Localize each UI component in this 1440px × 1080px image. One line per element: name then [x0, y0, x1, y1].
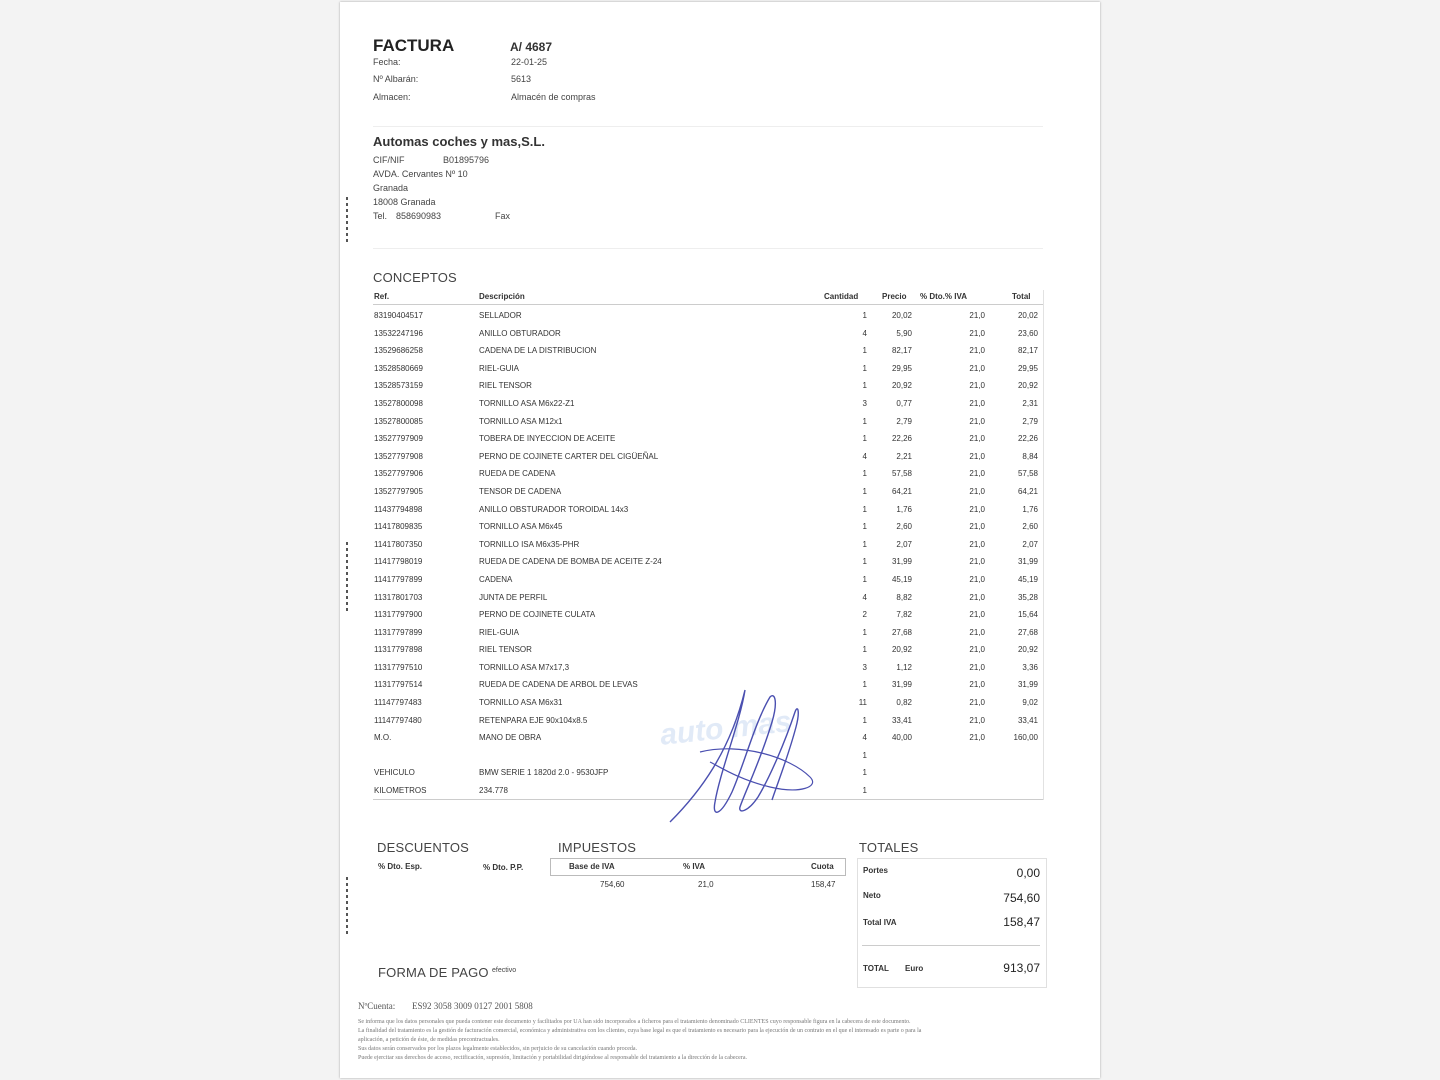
- row-total: 2,31: [1022, 398, 1038, 408]
- row-total: 27,68: [1017, 627, 1038, 637]
- row-description: RIEL TENSOR: [479, 381, 532, 391]
- grand-total-label: TOTAL: [863, 964, 889, 973]
- row-ref: 11317801703: [374, 592, 423, 602]
- row-vat: 21,0: [969, 398, 985, 408]
- table-row: [340, 450, 1100, 468]
- row-quantity: 1: [862, 363, 867, 373]
- row-ref: 11147797483: [374, 698, 422, 708]
- row-ref: 11317797898: [374, 645, 423, 655]
- row-quantity: 1: [862, 768, 867, 778]
- row-quantity: 1: [862, 627, 867, 637]
- row-description: TENSOR DE CADENA: [479, 486, 562, 496]
- row-quantity: 4: [862, 592, 867, 602]
- tel-value: 858690983: [396, 211, 442, 221]
- row-description: ANILLO OBSTURADOR TOROIDAL 14x3: [479, 504, 629, 514]
- row-quantity: 1: [862, 311, 867, 320]
- row-vat: 21,0: [969, 434, 985, 444]
- row-description: TORNILLO ASA M6x45: [479, 522, 563, 532]
- vat-pct-value: 21,0: [698, 880, 714, 889]
- row-vat: 21,0: [969, 733, 985, 743]
- row-quantity: 3: [862, 398, 867, 408]
- row-vat: 21,0: [969, 592, 985, 602]
- row-ref: 13527800085: [374, 416, 423, 426]
- row-quantity: 1: [862, 486, 867, 496]
- row-description: JUNTA DE PERFIL: [479, 592, 548, 602]
- table-row: [340, 591, 1100, 609]
- row-vat: 21,0: [969, 346, 985, 356]
- client-postal: 18008 Granada: [373, 197, 436, 207]
- warehouse-label: Almacen:: [373, 92, 411, 102]
- row-price: 20,02: [891, 311, 912, 320]
- row-quantity: 1: [862, 434, 867, 444]
- discounts-title: DESCUENTOS: [377, 840, 470, 855]
- row-ref: 13528580669: [374, 363, 423, 373]
- row-total: 82,17: [1017, 346, 1038, 356]
- row-vat: 21,0: [969, 381, 985, 391]
- table-row: [340, 643, 1100, 661]
- row-ref: 13527797905: [374, 486, 423, 496]
- row-ref: 11317797510: [374, 662, 423, 672]
- row-ref: 13529686258: [374, 346, 423, 356]
- row-vat: 21,0: [969, 698, 985, 708]
- row-price: 64,21: [891, 486, 912, 496]
- row-quantity: 1: [862, 645, 867, 655]
- table-row: [340, 362, 1100, 380]
- row-description: RUEDA DE CADENA DE BOMBA DE ACEITE Z-24: [479, 557, 662, 567]
- row-vat: 21,0: [969, 522, 985, 532]
- fax-label: Fax: [495, 211, 511, 221]
- row-ref: 83190404517: [374, 311, 423, 320]
- row-quantity: 1: [862, 557, 867, 567]
- row-quantity: 1: [862, 750, 867, 760]
- scan-marks: [346, 542, 349, 614]
- col-price: Precio: [882, 292, 907, 301]
- legal-line: aplicación, a petición de éste, de medidas precontractuales.: [358, 1037, 500, 1043]
- legal-notice: [358, 1018, 1078, 1063]
- shipping-label: Portes: [863, 866, 888, 875]
- row-vat: 21,0: [969, 416, 985, 426]
- cif-value: B01895796: [443, 155, 490, 165]
- row-price: 82,17: [891, 346, 912, 356]
- table-row: [340, 327, 1100, 345]
- row-price: 57,58: [891, 469, 912, 479]
- row-description: ANILLO OBTURADOR: [479, 328, 561, 338]
- row-vat: 21,0: [969, 469, 985, 479]
- row-total: 29,95: [1017, 363, 1038, 373]
- row-price: 27,68: [891, 627, 912, 637]
- invoice-number: A/ 4687: [510, 40, 553, 54]
- row-total: 1,76: [1022, 504, 1038, 514]
- row-price: 0,82: [896, 698, 912, 708]
- row-quantity: 3: [862, 662, 867, 672]
- row-price: 0,77: [896, 398, 912, 408]
- row-price: 45,19: [891, 574, 912, 584]
- row-description: RETENPARA EJE 90x104x8.5: [479, 715, 588, 725]
- row-price: 7,82: [896, 610, 912, 620]
- row-quantity: 1: [862, 381, 867, 391]
- row-price: 2,79: [896, 416, 912, 426]
- row-ref: 11437794898: [374, 504, 423, 514]
- special-discount-label: % Dto. Esp.: [378, 862, 423, 871]
- row-price: 22,26: [891, 434, 912, 444]
- table-row: [340, 415, 1100, 433]
- net-label: Neto: [863, 891, 881, 900]
- row-quantity: 1: [862, 416, 867, 426]
- delivery-note-value: 5613: [511, 74, 532, 84]
- row-description: SELLADOR: [479, 311, 522, 320]
- tel-label: Tel.: [373, 211, 388, 221]
- account-label: NºCuenta:: [358, 1001, 396, 1011]
- concepts-title: CONCEPTOS: [373, 270, 457, 285]
- table-row: [340, 538, 1100, 556]
- row-total: 20,02: [1017, 311, 1038, 320]
- row-total: 57,58: [1017, 469, 1038, 479]
- vat-base-value: 754,60: [600, 880, 625, 889]
- col-total: Total: [1012, 292, 1031, 301]
- client-name: Automas coches y mas,S.L.: [373, 134, 545, 149]
- row-ref: 13528573159: [374, 381, 423, 391]
- date-label: Fecha:: [373, 57, 401, 67]
- row-description: RIEL-GUIA: [479, 627, 520, 637]
- row-price: 8,82: [896, 592, 912, 602]
- row-description: RUEDA DE CADENA: [479, 469, 556, 479]
- totals-title: TOTALES: [859, 840, 919, 855]
- row-ref: 11147797480: [374, 715, 422, 725]
- row-quantity: 1: [862, 539, 867, 549]
- row-ref: 11317797900: [374, 610, 423, 620]
- row-description: PERNO DE COJINETE CULATA: [479, 610, 596, 620]
- total-vat-label: Total IVA: [863, 918, 897, 927]
- row-total: 31,99: [1017, 680, 1038, 690]
- row-price: 31,99: [891, 557, 912, 567]
- row-total: 64,21: [1017, 486, 1038, 496]
- signature: [660, 682, 840, 832]
- col-discount-vat: % Dto.% IVA: [920, 292, 967, 301]
- row-total: 33,41: [1017, 715, 1038, 725]
- table-header-line: [373, 304, 1043, 305]
- row-price: 2,60: [896, 522, 912, 532]
- row-vat: 21,0: [969, 662, 985, 672]
- shipping-value: 0,00: [1016, 866, 1040, 880]
- vat-amount-value: 158,47: [811, 880, 836, 889]
- row-total: 20,92: [1017, 381, 1038, 391]
- row-ref: 11417809835: [374, 522, 423, 532]
- divider: [373, 126, 1043, 127]
- table-row: [340, 309, 1100, 327]
- row-description: CADENA DE LA DISTRIBUCION: [479, 346, 597, 356]
- table-row: [340, 379, 1100, 397]
- totals-divider: [862, 945, 1040, 946]
- row-description: TORNILLO ASA M6x31: [479, 698, 563, 708]
- col-ref: Ref.: [374, 292, 390, 301]
- table-row: [340, 503, 1100, 521]
- row-total: 8,84: [1022, 451, 1038, 461]
- row-price: 5,90: [896, 328, 912, 338]
- row-quantity: 1: [862, 680, 867, 690]
- row-quantity: 11: [858, 698, 867, 708]
- row-quantity: 4: [862, 733, 867, 743]
- row-ref: VEHICULO: [374, 768, 415, 778]
- row-ref: 13527800098: [374, 398, 423, 408]
- row-total: 3,36: [1022, 662, 1038, 672]
- row-quantity: 1: [862, 504, 867, 514]
- row-ref: 13527797908: [374, 451, 423, 461]
- row-description: TORNILLO ASA M12x1: [479, 416, 563, 426]
- row-vat: 21,0: [969, 328, 985, 338]
- row-ref: 11417807350: [374, 539, 423, 549]
- row-ref: 11417798019: [374, 557, 423, 567]
- row-total: 160,00: [1013, 733, 1038, 743]
- table-row: [340, 397, 1100, 415]
- date-value: 22-01-25: [511, 57, 548, 67]
- table-row: [340, 467, 1100, 485]
- prompt-payment-discount-label: % Dto. P.P.: [483, 863, 524, 872]
- total-vat-value: 158,47: [1003, 915, 1040, 929]
- delivery-note-label: Nº Albarán:: [373, 74, 419, 84]
- client-city: Granada: [373, 183, 409, 193]
- row-ref: 11417797899: [374, 574, 423, 584]
- vat-pct-label: % IVA: [683, 862, 706, 871]
- row-ref: 13527797909: [374, 434, 423, 444]
- cif-label: CIF/NIF: [373, 155, 405, 165]
- row-description: RIEL TENSOR: [479, 645, 532, 655]
- row-description: TOBERA DE INYECCION DE ACEITE: [479, 434, 616, 444]
- row-total: 35,28: [1017, 592, 1038, 602]
- row-ref: 11317797899: [374, 627, 423, 637]
- col-description: Descripción: [479, 292, 525, 301]
- scan-marks: [346, 197, 349, 245]
- row-description: RIEL-GUIA: [479, 363, 520, 373]
- row-total: 2,60: [1022, 522, 1038, 532]
- row-price: 29,95: [891, 363, 912, 373]
- row-vat: 21,0: [969, 574, 985, 584]
- row-ref: M.O.: [374, 733, 392, 743]
- vat-base-label: Base de IVA: [569, 862, 615, 871]
- row-quantity: 1: [862, 469, 867, 479]
- row-vat: 21,0: [969, 311, 985, 320]
- legal-line: Se informa que los datos personales que pueda contener este documento y facilitados por UA han sido incorporados a ficheros para el tratamiento denominado CLIENTES cuyo responsable figura en la cabecera de este documento.: [358, 1019, 911, 1025]
- row-price: 20,92: [891, 645, 912, 655]
- row-total: 20,92: [1017, 645, 1038, 655]
- row-total: 15,64: [1017, 610, 1038, 620]
- row-quantity: 1: [862, 786, 867, 796]
- row-quantity: 4: [862, 451, 867, 461]
- row-quantity: 2: [862, 610, 867, 620]
- row-total: 9,02: [1022, 698, 1038, 708]
- row-description: PERNO DE COJINETE CARTER DEL CIGÜEÑAL: [479, 451, 659, 461]
- row-ref: 11317797514: [374, 680, 423, 690]
- row-total: 45,19: [1017, 574, 1038, 584]
- row-price: 2,21: [896, 451, 912, 461]
- row-description: TORNILLO ISA M6x35-PHR: [479, 539, 580, 549]
- divider: [373, 248, 1043, 249]
- row-description: BMW SERIE 1 1820d 2.0 - 9530JFP: [479, 768, 609, 778]
- table-row: [340, 555, 1100, 573]
- row-total: 2,07: [1022, 539, 1038, 549]
- legal-line: Sus datos serán conservados por los plazos legalmente establecidos, sin perjuicio de su cancelación cuando proceda.: [358, 1046, 638, 1052]
- net-value: 754,60: [1003, 891, 1040, 905]
- row-price: 20,92: [891, 381, 912, 391]
- row-quantity: 1: [862, 715, 867, 725]
- row-description: TORNILLO ASA M7x17,3: [479, 662, 570, 672]
- warehouse-value: Almacén de compras: [511, 92, 596, 102]
- col-quantity: Cantidad: [824, 292, 859, 301]
- taxes-title: IMPUESTOS: [558, 840, 637, 855]
- row-total: 23,60: [1017, 328, 1038, 338]
- table-row: [340, 344, 1100, 362]
- invoice-title: FACTURA: [373, 36, 455, 55]
- legal-line: Puede ejercitar sus derechos de acceso, rectificación, supresión, limitación y portabilidad dirigiéndose al responsable del tratamiento a la dirección de la cabecera.: [358, 1055, 748, 1061]
- row-ref: KILOMETROS: [374, 786, 427, 796]
- row-vat: 21,0: [969, 557, 985, 567]
- row-description: RUEDA DE CADENA DE ARBOL DE LEVAS: [479, 680, 638, 690]
- row-description: MANO DE OBRA: [479, 733, 542, 743]
- row-price: 33,41: [891, 715, 912, 725]
- row-total: 22,26: [1017, 434, 1038, 444]
- table-row: [340, 485, 1100, 503]
- row-quantity: 1: [862, 574, 867, 584]
- row-vat: 21,0: [969, 627, 985, 637]
- row-total: 31,99: [1017, 557, 1038, 567]
- row-vat: 21,0: [969, 645, 985, 655]
- warehouse-row: [373, 92, 773, 106]
- table-row: [340, 661, 1100, 679]
- legal-line: La finalidad del tratamiento es la gestión de facturación comercial, económica y administrativa con los clientes, cuya base legal es que el tratamiento es necesario para la ejecución de un contrato en el que el interesado es parte o para la: [358, 1028, 922, 1034]
- row-description: TORNILLO ASA M6x22-Z1: [479, 398, 575, 408]
- row-description: CADENA: [479, 574, 513, 584]
- row-vat: 21,0: [969, 504, 985, 514]
- table-row: [340, 520, 1100, 538]
- row-quantity: 1: [862, 522, 867, 532]
- row-total: 2,79: [1022, 416, 1038, 426]
- grand-total-value: 913,07: [1003, 961, 1040, 975]
- table-row: [340, 626, 1100, 644]
- account-number: ES92 3058 3009 0127 2001 5808: [412, 1001, 533, 1011]
- row-vat: 21,0: [969, 363, 985, 373]
- row-price: 1,76: [896, 504, 912, 514]
- date-row: [373, 57, 773, 71]
- invoice-page: [340, 2, 1100, 1078]
- scan-marks: [346, 877, 349, 937]
- row-vat: 21,0: [969, 486, 985, 496]
- row-vat: 21,0: [969, 539, 985, 549]
- row-vat: 21,0: [969, 451, 985, 461]
- currency-label: Euro: [905, 964, 924, 973]
- row-vat: 21,0: [969, 680, 985, 690]
- payment-method: efectivo: [492, 967, 517, 974]
- vat-amount-label: Cuota: [811, 862, 834, 871]
- delivery-note-row: [373, 74, 773, 88]
- payment-title: FORMA DE PAGO: [378, 965, 489, 980]
- row-vat: 21,0: [969, 610, 985, 620]
- row-description: 234.778: [479, 786, 508, 796]
- row-quantity: 1: [862, 346, 867, 356]
- table-row: [340, 573, 1100, 591]
- row-price: 2,07: [896, 539, 912, 549]
- company-stamp: auto mas: [658, 705, 794, 752]
- row-ref: 13532247196: [374, 328, 423, 338]
- table-row: [340, 608, 1100, 626]
- row-quantity: 4: [862, 328, 867, 338]
- row-price: 1,12: [896, 662, 912, 672]
- row-price: 31,99: [891, 680, 912, 690]
- row-price: 40,00: [891, 733, 912, 743]
- table-row: [340, 432, 1100, 450]
- row-ref: 13527797906: [374, 469, 423, 479]
- client-address: AVDA. Cervantes Nº 10: [373, 169, 468, 179]
- row-vat: 21,0: [969, 715, 985, 725]
